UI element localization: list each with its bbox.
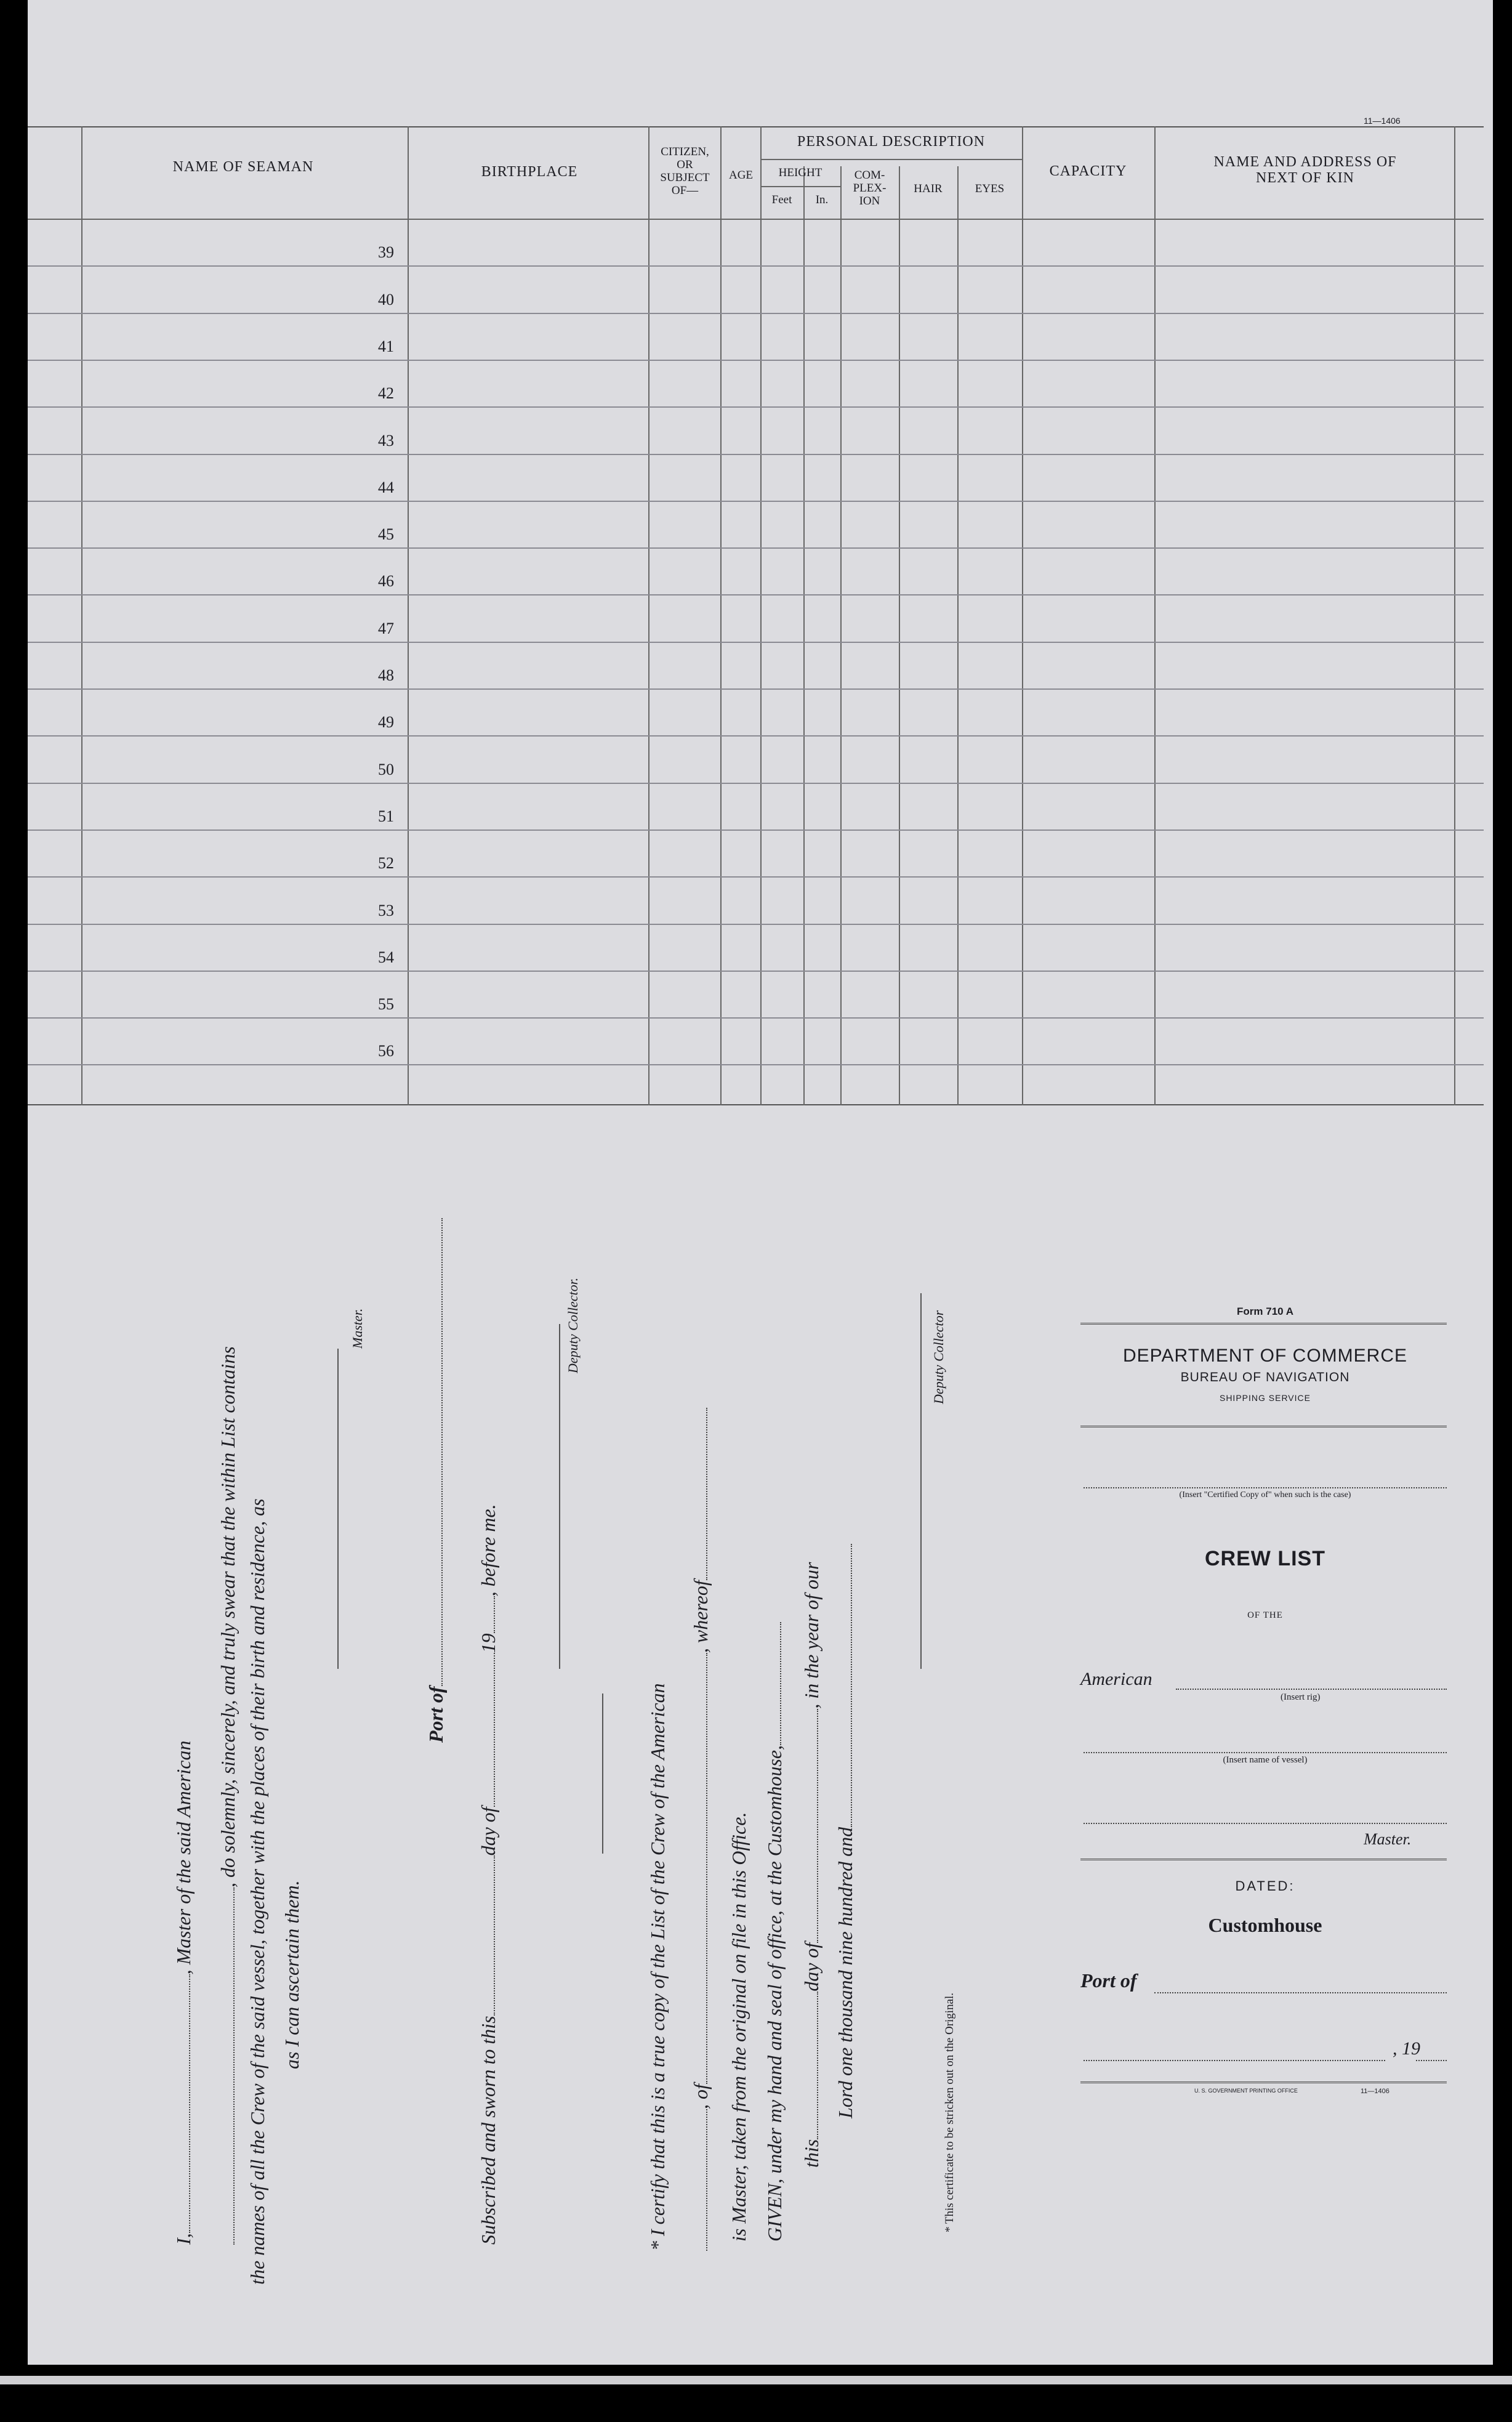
oath-line-2: , do solemnly, sincerely, and truly swear that the within List contains [217,1346,239,2245]
header-hair: HAIR [914,182,943,195]
table-row [28,265,1484,267]
table-row [28,876,1484,878]
row-number: 52 [378,854,394,872]
table-row [28,735,1484,737]
cert-line-2: , of, whereof [690,1408,712,2251]
cover-department: DEPARTMENT OF COMMERCE [1122,1346,1408,1366]
header-citizen: CITIZEN, OR SUBJECT OF— [660,145,710,197]
table-row [28,1017,1484,1019]
oath-subscribed: Subscribed and sworn to thisday of19, before me. [477,1504,499,2245]
cover-american: American [1080,1669,1152,1689]
header-personal-description: PERSONAL DESCRIPTION [797,134,986,150]
row-number: 40 [378,291,394,309]
cover-of-the: OF THE [1247,1610,1283,1620]
table-row [28,688,1484,690]
table-row [28,594,1484,595]
row-number: 56 [378,1042,394,1060]
row-number: 44 [378,478,394,496]
cover-title: CREW LIST [1205,1547,1325,1570]
cover-printer: U. S. GOVERNMENT PRINTING OFFICE [1194,2088,1298,2094]
row-number: 49 [378,713,394,731]
header-eyes: EYES [975,182,1005,195]
row-number: 45 [378,525,394,543]
form-top-number: 11—1406 [1364,116,1401,126]
cert-line-3: is Master, taken from the original on file in this Office. [728,1812,750,2242]
table-row [28,454,1484,455]
header-inches: In. [815,193,829,206]
cert-line-6: Lord one thousand nine hundred and [834,1544,857,2118]
row-number: 46 [378,572,394,590]
cover-year: , 19 [1393,2038,1420,2059]
header-name-of-seaman: NAME OF SEAMAN [172,159,314,175]
cover-insert-rig: (Insert rig) [1281,1692,1321,1702]
table-row [28,547,1484,549]
oath-deputy-collector: Deputy Collector. [565,1277,581,1373]
cert-deputy-collector: Deputy Collector [931,1310,946,1404]
row-number: 39 [378,243,394,261]
header-capacity: CAPACITY [1049,163,1127,179]
table-row [28,1064,1484,1065]
table-row [28,924,1484,925]
oath-line-4: as I can ascertain them. [281,1880,303,2069]
cover-customhouse: Customhouse [1208,1914,1322,1936]
oath-port-of: Port of [425,1218,448,1743]
cover-bureau: BUREAU OF NAVIGATION [1180,1370,1350,1384]
table-row [28,642,1484,643]
cert-footnote: * This certificate to be stricken out on the Original. [943,1992,956,2232]
cover-insert-vessel: (Insert name of vessel) [1223,1755,1308,1765]
table-row [28,830,1484,831]
cert-line-5: thisday of, in the year of our [800,1562,822,2168]
cert-line-4: GIVEN, under my hand and seal of office, at the Customhouse, [763,1622,786,2242]
cover-master: Master. [1364,1830,1412,1848]
row-number: 53 [378,902,394,919]
oath-line-3: the names of all the Crew of the said vessel, together with the places of their birth and residence, as [246,1498,268,2285]
header-birthplace: BIRTHPLACE [481,164,578,180]
scan-edge [0,2376,1512,2384]
cover-insert-certified: (Insert "Certified Copy of" when such is the case) [1179,1490,1351,1500]
header-feet: Feet [771,193,792,206]
oath-line-1: I,, Master of the said American [172,1740,195,2245]
table-row [28,783,1484,784]
header-age: AGE [728,169,754,182]
cover-service: SHIPPING SERVICE [1219,1393,1311,1403]
cover-dated: DATED: [1235,1878,1295,1894]
table-row [28,360,1484,361]
row-number: 54 [378,948,394,966]
crew-table [28,126,1484,1105]
header-complexion: COM- PLEX- ION [853,169,887,208]
header-next-of-kin: NAME AND ADDRESS OF NEXT OF KIN [1213,154,1397,186]
row-number: 50 [378,761,394,778]
row-number: 42 [378,384,394,402]
table-row [28,501,1484,502]
header-height: HEIGHT [778,166,822,179]
table-row [28,971,1484,972]
cover-form-no: Form 710 A [1237,1306,1293,1317]
row-number: 51 [378,807,394,825]
cover-port-of: Port of [1080,1969,1137,1992]
row-number: 48 [378,666,394,684]
row-number: 43 [378,432,394,450]
cover-printer-no: 11—1406 [1361,2088,1389,2095]
table-row [28,313,1484,314]
row-number: 41 [378,337,394,355]
row-number: 47 [378,620,394,637]
cert-line-1: * I certify that this is a true copy of the List of the Crew of the American [646,1683,669,2251]
oath-master-label: Master. [350,1308,365,1349]
row-number: 55 [378,995,394,1013]
table-row [28,406,1484,408]
